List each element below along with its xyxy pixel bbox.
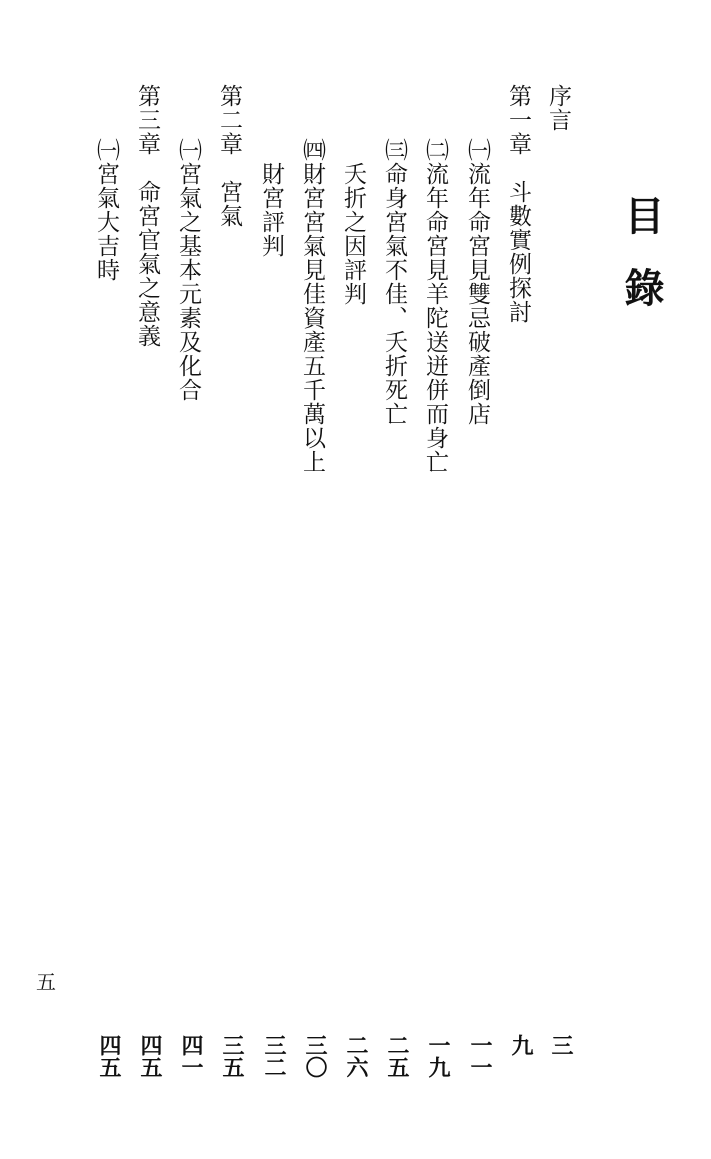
toc-entry-label: ㈢命身宮氣不佳、夭折死亡 (381, 138, 407, 426)
toc-entry-subsection (256, 162, 286, 1078)
toc-entry-page: 四五 (137, 1034, 162, 1078)
page-title: 目錄 (618, 195, 665, 339)
toc-entry-page: 九 (508, 1034, 533, 1056)
toc-entry-section (173, 138, 203, 1078)
toc-entry-page: 三 (548, 1034, 573, 1056)
toc-entry-section (91, 138, 121, 1078)
toc-entry-page: 二六 (343, 1034, 368, 1078)
toc-entry-label: 財宮評判 (258, 162, 284, 258)
toc-entry-page: 三五 (219, 1034, 244, 1078)
toc-entry-label: 第三章 命宮官氣之意義 (134, 84, 160, 348)
toc-entry-page: 一一 (467, 1034, 492, 1078)
toc-entry-label: ㈠流年命宮見雙忌破產倒店 (464, 138, 490, 426)
toc-entry-label: ㈡流年命宮見羊陀送迸併而身亡 (422, 138, 448, 474)
toc-entry-page: 三二 (261, 1034, 286, 1078)
toc-entry-subsection (338, 162, 368, 1078)
toc-entry-label: 序言 (545, 84, 571, 132)
toc-entry-chapter-1 (503, 84, 533, 1056)
page-number: 五 (36, 970, 56, 994)
toc-entry-page: 三〇 (302, 1034, 327, 1078)
toc-entry-chapter-2 (214, 84, 244, 1078)
toc-entry-page: 四一 (178, 1034, 203, 1078)
toc-entry-chapter-3 (132, 84, 162, 1078)
toc-entry-preface (543, 84, 573, 1056)
toc-entry-label: ㈠宮氣大吉時 (93, 138, 119, 282)
toc-entry-label: 第二章 宮氣 (216, 84, 242, 228)
toc-entry-label: ㈣財宮宮氣見佳資產五千萬以上 (299, 138, 325, 474)
toc-entry-page: 四五 (96, 1034, 121, 1078)
toc-entry-label: 夭折之因評判 (340, 162, 366, 306)
toc-entry-label: ㈠宮氣之基本元素及化合 (175, 138, 201, 402)
toc-entry-section (462, 138, 492, 1078)
toc-entry-page: 一九 (425, 1034, 450, 1078)
toc-entry-section (420, 138, 450, 1078)
toc-entry-page: 二五 (384, 1034, 409, 1078)
toc-entry-label: 第一章 斗數實例探討 (505, 84, 531, 324)
toc-entry-section (297, 138, 327, 1078)
toc-entry-section (379, 138, 409, 1078)
